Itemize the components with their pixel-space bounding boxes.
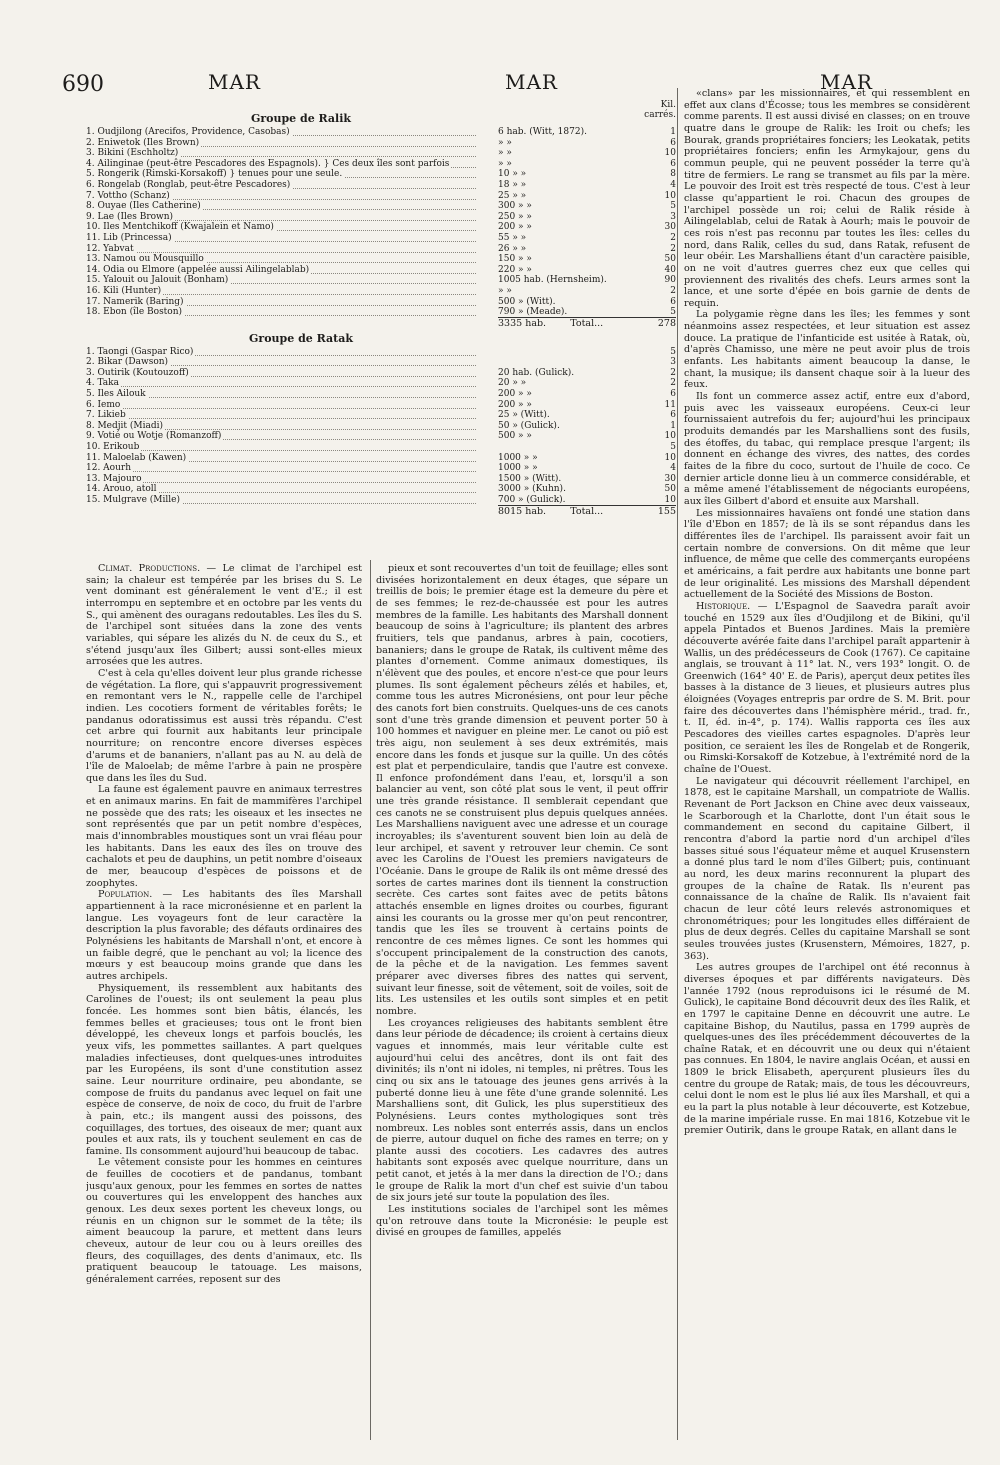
- running-head-left: MAR: [208, 70, 261, 94]
- paragraph-text: Le vêtement consiste pour les hommes en ceintures de feuilles de cocotiers et de pandanus, tombant jusqu'aux genoux, pour les femmes en sortes de nattes ou couvertures qui les enveloppent des hanches aux genoux. Les deux sexes portent les cheveux longs, ou réunis en un chignon sur le sommet de la tête; ils aiment beaucoup la parure, et mettent dans leurs cheveux, autour de leur cou ou à leurs oreilles des fleurs, des coquillages, des dents d'animaux, etc. Ils pratiquent beaucoup le tatouage. Les maisons, généralement carrées, reposent sur des: [86, 1157, 362, 1286]
- ratak-area: 10: [640, 495, 676, 506]
- ralik-area: 10: [640, 191, 676, 202]
- ratak-population: 20 hab. (Gulick).: [498, 368, 658, 379]
- ratak-area: 2: [640, 368, 676, 379]
- ralik-row: [86, 148, 676, 159]
- paragraph-text: «clans» par les missionnaires, et qui ressemblent en effet aux clans d'Écosse; tous les membres se considèrent comme parents. Il est aussi divisé en classes; on en trouve quatre dans le groupe de Ralik: les Iroit ou chefs; les Bourak, grands propriétaires fonciers; les Leokatak, petits propriétaires fonciers; enfin les Armykajour, gens du commun peuple, qui ne peuvent posséder la terre qu'à titre de fermiers. Le rang se transmet au fils par la mère. Le pouvoir des Iroit est très respecté de tous. C'est à leur classe qu'appartient le roi. Chacun des groupes de l'archipel possède un roi; celui de Ralik réside à Ailingelablab, celui de Ratak à Aourh; mais le pouvoir de ces rois n'est pas reconnu par toutes les îles: celles du nord, dans Ralik, celles du sud, dans Ratak, refusent de leur obéir. Les Marshalliens étant d'un caractère paisible, on ne voit d'autres guerres chez eux que celles qui proviennent des rivalités des chefs. Leurs armes sont la lance, et une sorte d'épée en bois garnie de dents de requin.: [684, 88, 970, 309]
- section-lead: Population.: [98, 889, 153, 901]
- ralik-island-name: 5. Rongerik (Rimski-Korsakoff) } tenues pour une seule.: [86, 169, 343, 180]
- ratak-row: [86, 347, 676, 358]
- ratak-area: 6: [640, 389, 676, 400]
- ralik-row: [86, 159, 676, 170]
- ralik-area: 2: [640, 286, 676, 297]
- ralik-title: Groupe de Ralik: [250, 112, 352, 125]
- paragraph-text: pieux et sont recouvertes d'un toit de feuillage; elles sont divisées horizontalement en deux étages, que sépare un treillis de bois; le premier étage est la demeure du père et de ses femmes; le rez-de-chaussée est pour les autres membres de la famille. Les habitants des Marshall donnent beaucoup de soins à l'agriculture; ils plantent des arbres fruitiers, tels que pandanus, arbres à pain, cocotiers, bananiers; dans le groupe de Ratak, ils cultivent même des plantes d'ornement. Comme animaux domestiques, ils n'élèvent que des poules, et encore n'est-ce que pour leurs plumes. Ils sont également pêcheurs zélés et habiles, et, comme tous les autres Micronésiens, ont pour leur pêche des canots fort bien construits. Quelques-uns de ces canots sont d'une très grande dimension et peuvent porter 50 à 100 hommes et naviguer en pleine mer. Le canot ou piô est très aigu, non seulement à ses deux extrémités, mais encore dans les fonds et jusque sur la quille. Un des côtés est plat et perpendiculaire, tandis que l'autre est convexe. Il enfonce profondément dans l'eau, et, lorsqu'il a son balancier au vent, son côté plat sous le vent, il peut offrir une très grande résistance. Il semblerait cependant que ces canots ne se construisent plus depuis quelques années. Les Marshalliens naviguent avec une adresse et un courage incroyables; ils s'aventurent souvent bien loin au delà de leur archipel, et savent y retrouver leur chemin. Ce sont avec les Carolins de l'Ouest les premiers navigateurs de l'Océanie. Dans le groupe de Ralik ils ont même dressé des sortes de cartes marines dont ils tiennent la construction secrète. Ces cartes sont faites avec de petits bâtons attachés ensemble en lignes droites ou courbes, figurant ainsi les courants ou la grosse mer qu'on peut rencontrer, tandis que les îles se trouvent à certains points de rencontre de ces mêmes lignes. Ce sont les hommes qui s'occupent principalement de la construction des canots, de la pêche et de la navigation. Les femmes savent préparer avec diverses fibres des nattes qui servent, suivant leur finesse, soit de vêtement, soit de voiles, soit de lits. Les ustensiles et les outils sont simples et en petit nombre.: [376, 563, 668, 1017]
- ratak-population: 200 » »: [498, 400, 658, 411]
- ratak-area: 6: [640, 410, 676, 421]
- ratak-total-km: 155: [657, 505, 676, 517]
- ralik-row: [86, 233, 676, 244]
- article-column-2: [376, 563, 668, 1438]
- ralik-row: [86, 254, 676, 265]
- ratak-area: 10: [640, 453, 676, 464]
- ralik-total-km: 278: [657, 317, 676, 329]
- ratak-row: [86, 421, 676, 432]
- ralik-area: 8: [640, 169, 676, 180]
- ralik-area: 3: [640, 212, 676, 223]
- section-lead: Climat. Productions.: [98, 563, 201, 574]
- ratak-row: [86, 400, 676, 411]
- ralik-island-name: 10. Iles Mentchikoff (Kwajalein et Namo): [86, 222, 274, 233]
- ralik-population: 10 » »: [498, 169, 658, 180]
- ratak-island-name: 5. Iles Ailouk: [86, 389, 146, 400]
- ralik-row: [86, 127, 676, 138]
- ralik-island-name: 11. Lib (Princessa): [86, 232, 172, 243]
- ralik-area: 50: [640, 254, 676, 265]
- paragraph: [684, 391, 970, 508]
- ralik-island-name: 16. Kili (Hunter): [86, 285, 162, 296]
- running-head-middle: MAR: [505, 70, 558, 94]
- ralik-island-name: 6. Rongelab (Ronglab, peut-être Pescadores): [86, 179, 291, 190]
- ralik-row: [86, 138, 676, 149]
- ratak-area: 2: [640, 378, 676, 389]
- article-column-1: [86, 563, 362, 1438]
- ratak-row: [86, 463, 676, 474]
- ralik-rows: [86, 127, 676, 318]
- ralik-population: 25 » »: [498, 191, 658, 202]
- paragraph-text: La polygamie règne dans les îles; les femmes y sont néanmoins assez respectées, et leur situation est assez douce. La pratique de l'infanticide est usitée à Ratak, où, d'après Chamisso, une mère ne peut avoir plus de trois enfants. Les habitants aiment beaucoup la danse, le chant, la musique; ils dansent chaque soir à la lueur des feux.: [684, 309, 970, 391]
- ratak-population: 200 » »: [498, 389, 658, 400]
- ralik-area: 6: [640, 159, 676, 170]
- ralik-population: 300 » »: [498, 201, 658, 212]
- ratak-population: 700 » (Gulick).: [498, 495, 658, 506]
- ralik-population: 150 » »: [498, 254, 658, 265]
- ralik-island-name: 9. Lae (Iles Brown): [86, 211, 174, 222]
- ratak-row: [86, 453, 676, 464]
- ratak-population: 1000 » »: [498, 453, 658, 464]
- ratak-island-name: 2. Bikar (Dawson): [86, 357, 169, 368]
- ralik-row: [86, 244, 676, 255]
- paragraph: [86, 1157, 362, 1285]
- ratak-island-name: 9. Votié ou Wotje (Romanzoff): [86, 431, 222, 442]
- ratak-row: [86, 410, 676, 421]
- ratak-island-name: 6. Iemo: [86, 399, 121, 410]
- running-head-right: MAR: [820, 70, 873, 94]
- ralik-area: 10: [640, 148, 676, 159]
- ratak-population: 500 » »: [498, 431, 658, 442]
- paragraph: [376, 563, 668, 1018]
- ralik-island-name: 3. Bikini (Eschholtz): [86, 148, 179, 159]
- paragraph-text: Ils font un commerce assez actif, entre eux d'abord, puis avec les vaisseaux européens. Ceux-ci leur fournissaient autrefois du fer; aujourd'hui les principaux produits demandés par les Marshalliens sont des fusils, des étoffes, du tabac, qui remplace presque l'argent; ils donnent en échange des vivres, des nattes, des cordes faites de la fibre du coco, surtout de l'huile de coco. Ce dernier article donne lieu à un commerce considérable, et a même amené l'établissement de négociants européens, aux îles Gilbert d'abord et ensuite aux Marshall.: [684, 391, 970, 507]
- paragraph: [86, 668, 362, 785]
- ratak-area: 50: [640, 484, 676, 495]
- ratak-area: 3: [640, 357, 676, 368]
- ralik-island-name: 1. Oudjilong (Arecifos, Providence, Casobas): [86, 127, 290, 137]
- ratak-area: 5: [640, 347, 676, 358]
- ralik-area: 90: [640, 275, 676, 286]
- ralik-row: [86, 275, 676, 286]
- paragraph: [86, 983, 362, 1158]
- ratak-island-name: 14. Arouo, atoll: [86, 484, 157, 495]
- paragraph: [684, 601, 970, 776]
- column-rule-left: [370, 560, 371, 1440]
- ralik-row: [86, 180, 676, 191]
- ralik-area: 40: [640, 265, 676, 276]
- paragraph-text: La faune est également pauvre en animaux terrestres et en animaux marins. En fait de mammifères l'archipel ne possède que des rats; les oiseaux et les insectes ne sont représentés que par un petit nombre d'espèces, mais d'innombrables moustiques sont un vrai fléau pour les habitants. Dans les eaux des îles on trouve des cachalots et peu de dauphins, un petit nombre d'oiseaux de mer, beaucoup d'espèces de poissons et de zoophytes.: [86, 784, 362, 889]
- paragraph-text: — Les habitants des îles Marshall appartiennent à la race micronésienne et en parlent la langue. Les voyageurs font de leur caractère la description la plus favorable; des défauts ordinaires des Polynésiens les habitants de Marshall n'ont, et encore à un faible degré, que le penchant au vol; la licence des mœurs y est beaucoup moins grande que dans les autres archipels.: [86, 889, 362, 982]
- ralik-area: 2: [640, 244, 676, 255]
- ralik-island-name: 8. Ouyae (Iles Catherine): [86, 201, 201, 212]
- ratak-total-label: Total...: [570, 505, 604, 517]
- ratak-population: 3000 » (Kuhn).: [498, 484, 658, 495]
- ratak-island-name: 12. Aourh: [86, 463, 131, 474]
- ratak-island-name: 13. Majouro: [86, 473, 142, 484]
- paragraph-text: Les croyances religieuses des habitants semblent être dans leur période de décadence; ils croient à certains dieux vagues et innommés, mais leur véritable culte est aujourd'hui celui des ancêtres, dont ils ont fait des divinités; ils n'ont ni idoles, ni temples, ni prêtres. Tous les cinq ou six ans le tatouage des jeunes gens arrivés à la puberté donne lieu à une fête d'une grande solennité. Les Marshalliens sont, dit Gulick, les plus superstitieux des Polynésiens. Leurs contes mythologiques sont très nombreux. Les nobles sont enterrés assis, dans un enclos de pierre, autour duquel on fiche des rames en terre; on y plante aussi des cocotiers. Les cadavres des autres habitants sont exposés avec quelque nourriture, dans un petit canot, et jetés à la mer dans la direction de l'O.; dans le groupe de Ralik la mort d'un chef est suivie d'un tabou de six jours jeté sur toute la population des îles.: [376, 1017, 668, 1204]
- paragraph-text: Le navigateur qui découvrit réellement l'archipel, en 1878, est le capitaine Marshall, un compatriote de Wallis. Revenant de Port Jackson en Chine avec deux vaisseaux, le Scarborough et la Charlotte, dont l'un était sous le commandement en second du capitaine Gilbert, il rencontra d'abord la partie nord d'un archipel d'îles basses situé sous l'équateur même et auquel Krusenstern a donné plus tard le nom d'îles Gilbert; puis, continuant au nord, les deux marins reconnurent la plupart des groupes de la chaîne de Ratak. Ils n'eurent pas connaissance de la chaîne de Ralik. Ils n'avaient fait chacun de leur côté leurs relevés astronomiques et chronométriques; pour les longitudes elles différaient de plus de deux degrés. Celles du capitaine Marshall se sont seules trouvées justes (Krusenstern, Mémoires, 1827, p. 363).: [684, 775, 970, 962]
- ratak-row: [86, 442, 676, 453]
- island-tables: [86, 100, 676, 518]
- ralik-population: » »: [498, 159, 658, 170]
- ralik-row: [86, 265, 676, 276]
- paragraph: [376, 1204, 668, 1239]
- paragraph-text: — Le climat de l'archipel est sain; la chaleur est tempérée par les brises du S. Le vent dominant est généralement le vent d'E.; il est interrompu en septembre et en octobre par les vents du S., qui amènent des ouragans redoutables. Les îles du S. de l'archipel sont situées dans la zone des vents variables, qui sépare les alizés du N. de ceux du S., et s'étend jusqu'aux îles Gilbert; aussi sont-elles mieux arrosées que les autres.: [86, 563, 362, 668]
- ratak-area: 5: [640, 442, 676, 453]
- column-rule-right: [677, 88, 678, 1440]
- paragraph: [86, 889, 362, 982]
- ralik-island-name: 18. Ebon (île Boston): [86, 307, 183, 318]
- ratak-island-name: 3. Outirik (Koutouzoff): [86, 367, 189, 378]
- ralik-area: 1: [640, 127, 676, 138]
- ratak-population: 1500 » (Witt).: [498, 474, 658, 485]
- ratak-row: [86, 431, 676, 442]
- ratak-population: 1000 » »: [498, 463, 658, 474]
- paragraph: [684, 962, 970, 1137]
- ralik-population: 790 » (Meade).: [498, 307, 658, 318]
- ralik-island-name: 4. Ailinginae (peut-être Pescadores des Espagnols). } Ces deux îles sont parfois: [86, 158, 450, 169]
- ralik-area: 6: [640, 297, 676, 308]
- paragraph-text: Les missionnaires havaïens ont fondé une station dans l'île d'Ebon en 1857; de là ils se sont répandus dans les différentes îles de l'archipel. Ils paraissent avoir fait un certain nombre de conversions. On dit même que leur influence, de même que celle des commerçants européens et américains, a fait perdre aux habitants une bonne part de leur originalité. Les missions des Marshall dépendent actuellement de la Société des Missions de Boston.: [684, 507, 970, 601]
- ratak-island-name: 8. Medjit (Miadi): [86, 420, 164, 431]
- ralik-population: 55 » »: [498, 233, 658, 244]
- ratak-total: [86, 506, 676, 518]
- paragraph: [376, 1018, 668, 1205]
- ralik-population: 250 » »: [498, 212, 658, 223]
- paragraph-text: Physiquement, ils ressemblent aux habitants des Carolines de l'ouest; ils ont seulement la peau plus foncée. Les hommes sont bien bâtis, élancés, les femmes belles et gracieuses; tous ont le front bien développé, les cheveux longs et parfois bouclés, les yeux vifs, les pommettes saillantes. A part quelques maladies infectieuses, dont quelques-unes introduites par les Européens, ils sont d'une constitution assez saine. Leur nourriture ordinaire, peu abondante, se compose de fruits du pandanus avec lequel on fait une espèce de conserve, de noix de coco, du fruit de l'arbre à pain, etc.; ils mangent aussi des poissons, des coquillages, des tortues, des oiseaux de mer; quant aux poules et aux rats, ils y touchent seulement en cas de famine. Ils consomment aujourd'hui beaucoup de tabac.: [86, 982, 362, 1157]
- ralik-total-label: Total...: [570, 317, 604, 329]
- area-unit-header: Kil. carrés.: [644, 100, 676, 120]
- ratak-area: 1: [640, 421, 676, 432]
- ralik-population: 500 » (Witt).: [498, 297, 658, 308]
- ratak-rows: [86, 347, 676, 506]
- ralik-population: 220 » »: [498, 265, 658, 276]
- ralik-population: 26 » »: [498, 244, 658, 255]
- ralik-island-name: 2. Eniwetok (Iles Brown): [86, 137, 200, 148]
- paragraph: [684, 309, 970, 391]
- ratak-island-name: 4. Taka: [86, 378, 119, 389]
- paragraph-text: Les institutions sociales de l'archipel sont les mêmes qu'on retrouve dans toute la Micronésie: le peuple est divisé en groupes de familles, appelés: [376, 1204, 668, 1239]
- ratak-row: [86, 357, 676, 368]
- ratak-population: 20 » »: [498, 378, 658, 389]
- ralik-population: » »: [498, 148, 658, 159]
- ralik-island-name: 14. Odia ou Elmore (appelée aussi Ailingelablab): [86, 264, 310, 275]
- ralik-population: 200 » »: [498, 222, 658, 233]
- paragraph: [684, 88, 970, 309]
- paragraph: [684, 776, 970, 963]
- ralik-area: 4: [640, 180, 676, 191]
- ralik-row: [86, 212, 676, 223]
- paragraph-text: — L'Espagnol de Saavedra paraît avoir touché en 1529 aux îles d'Oudjilong et de Bikini, qu'il appela Pintados et Buenos Jardines. Mais la première découverte avérée faite dans l'archipel paraît appartenir à Wallis, un des prédécesseurs de Cook (1767). Ce capitaine anglais, se trouvant à 11° lat. N., vers 193° longit. O. de Greenwich (164° 40' E. de Paris), aperçut deux petites îles basses à la distance de 3 lieues, et plusieurs autres plus éloignées (Voyages entrepris par ordre de S. M. Brit. pour faire des découvertes dans l'hémisphère mérid., trad. fr., t. II, éd. in-4°, p. 174). Wallis rapporta ces îles aux Pescadores des vieilles cartes espagnoles. D'après leur position, ce seraient les îles de Rongelab et de Rongerik, ou Rimski-Korsakoff de Kotzebue, à l'extrémité nord de la chaîne de l'Ouest.: [684, 600, 970, 776]
- ratak-row: [86, 389, 676, 400]
- ralik-row: [86, 191, 676, 202]
- paragraph-text: Les autres groupes de l'archipel ont été reconnus à diverses époques et par différents navigateurs. Dès l'année 1792 (nous reproduisons ici le résumé de M. Gulick), le capitaine Bond découvrit deux des îles Ralik, et en 1797 le capitaine Denne en découvrit une autre. Le capitaine Bishop, du Nautilus, passa en 1799 auprès de quelques-unes des îles précédemment découvertes de la chaîne Ratak, et en découvrit une ou deux qui n'étaient pas connues. En 1804, le navire anglais Océan, et aussi en 1809 le brick Elisabeth, aperçurent plusieurs îles du centre du groupe de Ratak; mais, de tous les découvreurs, celui dont le nom est le plus lié aux îles Marshall, et qui a eu la part la plus notable à leur découverte, est Kotzebue, de la marine impériale russe. En mai 1816, Kotzebue vit le premier Outirik, dans le groupe Ratak, en allant dans le: [684, 962, 970, 1137]
- ralik-population: » »: [498, 138, 658, 149]
- ralik-island-name: 17. Namerik (Baring): [86, 296, 184, 307]
- ralik-total: [86, 318, 676, 330]
- paragraph: [684, 508, 970, 601]
- ralik-row: [86, 297, 676, 308]
- ralik-population: 6 hab. (Witt, 1872).: [498, 127, 658, 138]
- ratak-island-name: 1. Taongi (Gaspar Rico): [86, 346, 194, 357]
- ralik-total-hab: 3335 hab.: [498, 317, 547, 329]
- ralik-row: [86, 222, 676, 233]
- ratak-title: Groupe de Ratak: [249, 331, 353, 345]
- ralik-area: 30: [640, 222, 676, 233]
- ralik-population: 18 » »: [498, 180, 658, 191]
- ratak-area: 11: [640, 400, 676, 411]
- ratak-row: [86, 474, 676, 485]
- ralik-row: [86, 201, 676, 212]
- ralik-area: 6: [640, 138, 676, 149]
- ralik-row: [86, 169, 676, 180]
- ratak-population: 25 » (Witt).: [498, 410, 658, 421]
- ratak-island-name: 10. Erikoub: [86, 442, 140, 453]
- ralik-population: 1005 hab. (Hernsheim).: [498, 275, 658, 286]
- page-number: 690: [62, 72, 104, 97]
- ratak-area: 4: [640, 463, 676, 474]
- ratak-island-name: 11. Maloelab (Kawen): [86, 452, 187, 463]
- ralik-island-name: 13. Namou ou Mousquillo: [86, 254, 204, 265]
- ralik-row: [86, 286, 676, 297]
- paragraph-text: C'est à cela qu'elles doivent leur plus grande richesse de végétation. La flore, qui s'appauvrit progressivement en remontant vers le N., rappelle celle de l'archipel indien. Les cocotiers forment de véritables forêts; le pandanus odoratissimus est aussi très répandu. C'est cet arbre qui fournit aux habitants leur principale nourriture; on rencontre encore diverses espèces d'arums et de bananiers, n'allant pas au N. au delà de l'île de Maloelab; de même l'arbre à pain ne prospère que dans les îles du Sud.: [86, 667, 362, 784]
- paragraph: [86, 784, 362, 889]
- ratak-area: 30: [640, 474, 676, 485]
- paragraph: [86, 563, 362, 668]
- ralik-population: » »: [498, 286, 658, 297]
- ralik-island-name: 15. Yalouit ou Jalouit (Bonham): [86, 275, 229, 286]
- ralik-island-name: 7. Vottho (Schanz): [86, 190, 170, 201]
- section-lead: Historique.: [696, 600, 751, 612]
- ralik-island-name: 12. Yabvat: [86, 243, 134, 254]
- ralik-area: 5: [640, 201, 676, 212]
- ratak-island-name: 7. Likieb: [86, 410, 126, 421]
- ralik-area: 2: [640, 233, 676, 244]
- ratak-total-hab: 8015 hab.: [498, 505, 547, 517]
- ralik-area: 5: [640, 307, 676, 318]
- ratak-row: [86, 378, 676, 389]
- ratak-population: 50 » (Gulick).: [498, 421, 658, 432]
- ratak-area: 10: [640, 431, 676, 442]
- ratak-row: [86, 484, 676, 495]
- article-column-3: [684, 88, 970, 1440]
- ratak-row: [86, 368, 676, 379]
- ratak-island-name: 15. Mulgrave (Mille): [86, 495, 180, 505]
